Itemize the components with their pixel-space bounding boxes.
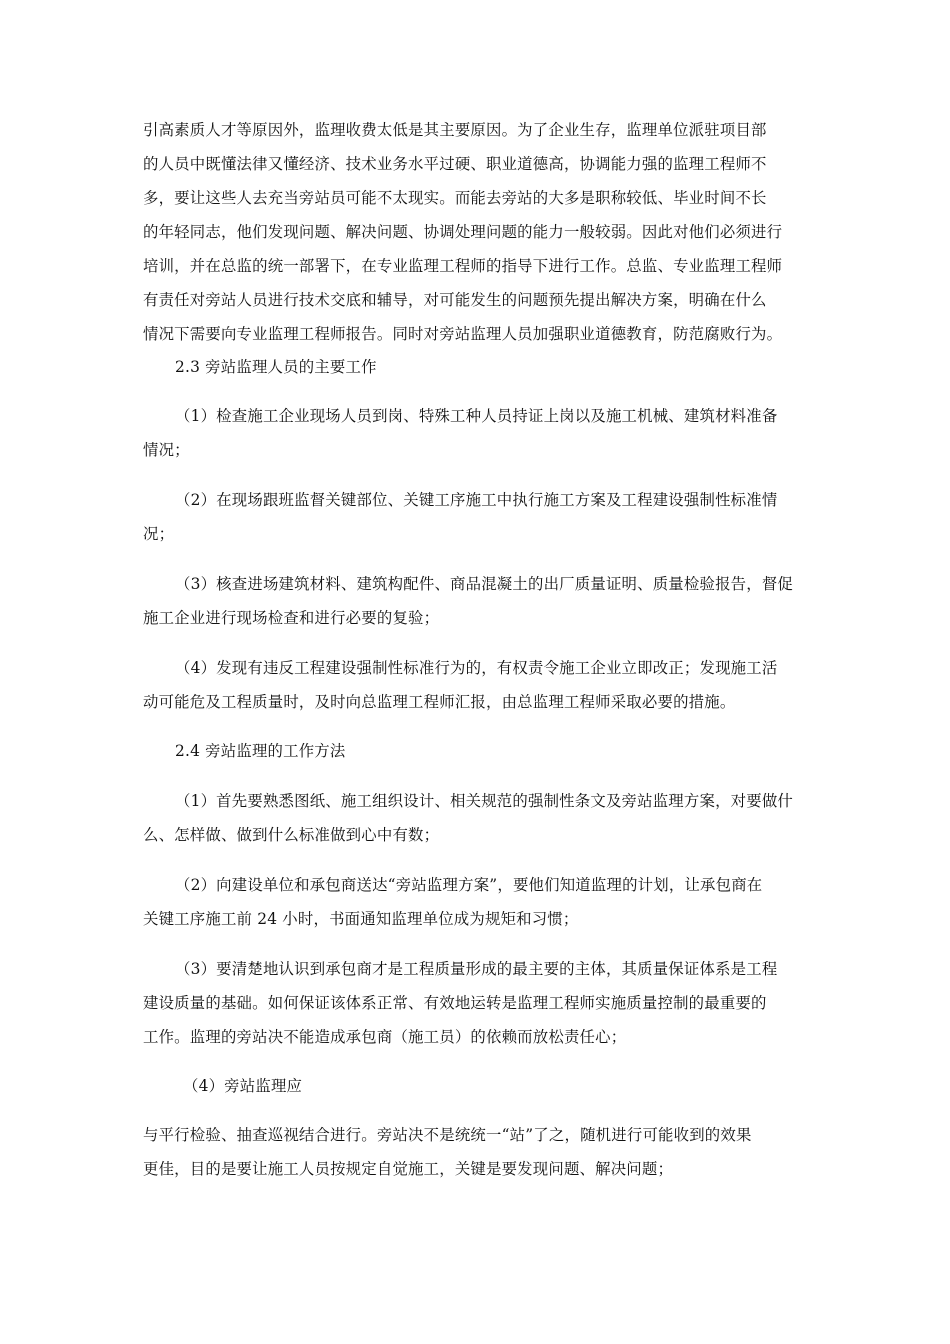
- intro-line: 的年轻同志，他们发现问题、解决问题、协调处理问题的能力一般较弱。因此对他们必须进行: [143, 223, 783, 241]
- list-item-first-line: （1）首先要熟悉图纸、施工组织设计、相关规范的强制性条文及旁站监理方案，对要做什: [175, 792, 794, 810]
- paragraph-line: 更佳，目的是要让施工人员按规定自觉施工，关键是要发现问题、解决问题；: [143, 1160, 674, 1178]
- list-item-continuation: 动可能危及工程质量时，及时向总监理工程师汇报，由总监理工程师采取必要的措施。: [143, 693, 736, 711]
- list-item-continuation: 施工企业进行现场检查和进行必要的复验；: [143, 609, 440, 627]
- list-item-heading: （4）旁站监理应: [183, 1077, 303, 1095]
- intro-line: 多，要让这些人去充当旁站员可能不太现实。而能去旁站的大多是职称较低、毕业时间不长: [143, 189, 767, 207]
- list-item-continuation: 况；: [143, 525, 175, 543]
- section-heading-2-4: 2.4 旁站监理的工作方法: [175, 742, 346, 760]
- list-item-continuation: 么、怎样做、做到什么标准做到心中有数；: [143, 826, 440, 844]
- intro-line: 培训，并在总监的统一部署下，在专业监理工程师的指导下进行工作。总监、专业监理工程师: [143, 257, 783, 275]
- list-item-first-line: （3）要清楚地认识到承包商才是工程质量形成的最主要的主体，其质量保证体系是工程: [175, 960, 778, 978]
- paragraph-line: 与平行检验、抽查巡视结合进行。旁站决不是统统一“站”了之，随机进行可能收到的效果: [143, 1126, 752, 1144]
- list-item-first-line: （1）检查施工企业现场人员到岗、特殊工种人员持证上岗以及施工机械、建筑材料准备: [175, 407, 778, 425]
- list-item-first-line: （2）向建设单位和承包商送达“旁站监理方案”，要他们知道监理的计划，让承包商在: [175, 876, 763, 894]
- list-item-continuation: 关键工序施工前 24 小时，书面通知监理单位成为规矩和习惯；: [143, 910, 579, 928]
- intro-line: 有责任对旁站人员进行技术交底和辅导，对可能发生的问题预先提出解决方案，明确在什么: [143, 291, 767, 309]
- list-item-continuation: 工作。监理的旁站决不能造成承包商（施工员）的依赖而放松责任心；: [143, 1028, 627, 1046]
- list-item-first-line: （4）发现有违反工程建设强制性标准行为的，有权责令施工企业立即改正；发现施工活: [175, 659, 778, 677]
- intro-line: 的人员中既懂法律又懂经济、技术业务水平过硬、职业道德高，协调能力强的监理工程师不: [143, 155, 767, 173]
- section-heading-2-3: 2.3 旁站监理人员的主要工作: [175, 358, 377, 376]
- list-item-first-line: （2）在现场跟班监督关键部位、关键工序施工中执行施工方案及工程建设强制性标准情: [175, 491, 778, 509]
- list-item-first-line: （3）核查进场建筑材料、建筑构配件、商品混凝土的出厂质量证明、质量检验报告，督促: [175, 575, 794, 593]
- intro-line: 引高素质人才等原因外，监理收费太低是其主要原因。为了企业生存，监理单位派驻项目部: [143, 121, 767, 139]
- intro-line: 情况下需要向专业监理工程师报告。同时对旁站监理人员加强职业道德教育，防范腐败行为。: [143, 325, 783, 343]
- list-item-continuation: 情况；: [143, 441, 190, 459]
- list-item-continuation: 建设质量的基础。如何保证该体系正常、有效地运转是监理工程师实施质量控制的最重要的: [143, 994, 767, 1012]
